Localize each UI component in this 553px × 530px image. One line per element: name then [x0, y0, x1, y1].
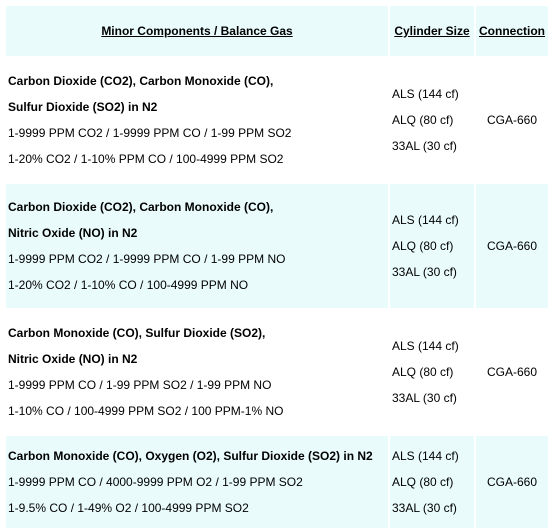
cylinder-size: 33AL (30 cf)	[392, 501, 457, 515]
cylinder-size-cell	[390, 184, 474, 308]
components-cell	[6, 310, 388, 434]
concentration-range: 1-9999 PPM CO2 / 1-9999 PPM CO / 1-99 PPM NO	[8, 252, 286, 266]
components-cell	[6, 58, 388, 182]
cylinder-size: ALS (144 cf)	[392, 449, 459, 463]
cylinder-size: 33AL (30 cf)	[392, 265, 457, 279]
cylinder-size-cell	[390, 436, 474, 528]
connection-cell: CGA-660	[476, 184, 548, 308]
components-cell	[6, 184, 388, 308]
cylinder-size-cell	[390, 58, 474, 182]
header-row	[6, 6, 548, 56]
cylinder-size: ALQ (80 cf)	[392, 239, 454, 253]
connection-cell: CGA-660	[476, 58, 548, 182]
mixture-title-line: Carbon Monoxide (CO), Sulfur Dioxide (SO2),	[8, 326, 266, 340]
table-row	[6, 310, 548, 434]
concentration-range: 1-9999 PPM CO / 4000-9999 PPM O2 / 1-99 PPM SO2	[8, 475, 303, 489]
concentration-range: 1-20% CO2 / 1-10% CO / 100-4999 PPM NO	[8, 278, 249, 292]
mixture-title-line: Nitric Oxide (NO) in N2	[8, 352, 138, 366]
header-components: Minor Components / Balance Gas	[6, 6, 388, 56]
cylinder-size: ALQ (80 cf)	[392, 475, 454, 489]
cylinder-size: 33AL (30 cf)	[392, 139, 457, 153]
cylinder-size: 33AL (30 cf)	[392, 391, 457, 405]
cylinder-size: ALQ (80 cf)	[392, 365, 454, 379]
concentration-range: 1-9999 PPM CO / 1-99 PPM SO2 / 1-99 PPM NO	[8, 378, 272, 392]
cylinder-size: ALS (144 cf)	[392, 213, 459, 227]
concentration-range: 1-9999 PPM CO2 / 1-9999 PPM CO / 1-99 PPM SO2	[8, 126, 292, 140]
header-cylinder-size: Cylinder Size	[390, 6, 474, 56]
mixture-title-line: Nitric Oxide (NO) in N2	[8, 226, 138, 240]
cylinder-size: ALS (144 cf)	[392, 339, 459, 353]
mixture-title-line: Carbon Dioxide (CO2), Carbon Monoxide (CO),	[8, 74, 274, 88]
concentration-range: 1-20% CO2 / 1-10% PPM CO / 100-4999 PPM SO2	[8, 152, 284, 166]
header-connection: Connection	[476, 6, 548, 56]
cylinder-size: ALQ (80 cf)	[392, 113, 454, 127]
concentration-range: 1-10% CO / 100-4999 PPM SO2 / 100 PPM-1% NO	[8, 404, 284, 418]
cylinder-size: ALS (144 cf)	[392, 87, 459, 101]
mixture-title-line: Carbon Monoxide (CO), Oxygen (O2), Sulfur Dioxide (SO2) in N2	[8, 449, 373, 463]
connection-cell: CGA-660	[476, 436, 548, 528]
gas-mixtures-table	[4, 4, 550, 530]
table-row	[6, 58, 548, 182]
cylinder-size-cell	[390, 310, 474, 434]
table-row	[6, 184, 548, 308]
concentration-range: 1-9.5% CO / 1-49% O2 / 100-4999 PPM SO2	[8, 501, 249, 515]
mixture-title-line: Carbon Dioxide (CO2), Carbon Monoxide (CO),	[8, 200, 274, 214]
components-cell	[6, 436, 388, 528]
table-row	[6, 436, 548, 528]
connection-cell: CGA-660	[476, 310, 548, 434]
mixture-title-line: Sulfur Dioxide (SO2) in N2	[8, 100, 158, 114]
